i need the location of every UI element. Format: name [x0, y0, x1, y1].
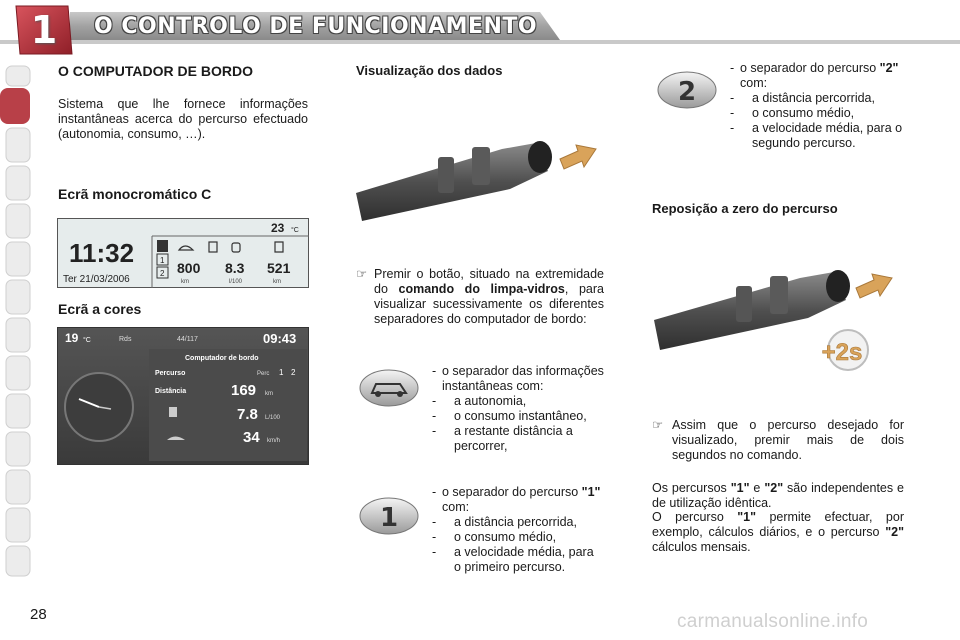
- mono-display: [57, 218, 309, 288]
- svg-text:1: 1: [160, 256, 165, 265]
- view-instruction: ☞ Premir o botão, situado na extremidade do comando do limpa-vidros, para visualizar sucessivamente os diferentes separadores do computador de bordo:: [356, 267, 604, 326]
- svg-text:km: km: [265, 391, 273, 397]
- svg-text:Perc: Perc: [257, 371, 270, 377]
- color-value1: 169: [231, 382, 257, 399]
- trip2-block-list: - o separador do percurso "2" com: - a distância percorrida, - o consumo médio, - a velocidade média, para o segundo percurso.: [730, 61, 903, 150]
- svg-text:km/h: km/h: [267, 438, 281, 444]
- mono-temp: 23: [271, 221, 285, 235]
- color-display-title: Ecrã a cores: [58, 301, 142, 317]
- svg-text:Rds: Rds: [119, 336, 132, 343]
- svg-text:km: km: [181, 279, 189, 285]
- svg-text:°C: °C: [83, 337, 91, 344]
- wiper-stalk-reset-image: [650, 266, 902, 376]
- mono-date: Ter 21/03/2006: [63, 274, 130, 285]
- fuel-icon: [169, 407, 177, 417]
- trip1-block-list: - o separador do percurso "1" com: - a distância percorrida, - o consumo médio, - a velocidade média, para o primeiro percurso.: [432, 485, 601, 574]
- wiper-stalk-image: [352, 135, 604, 225]
- chapter-side-tabs: [0, 64, 36, 584]
- svg-text:19: 19: [65, 331, 79, 345]
- paragraph-trips-usage: O percurso "1" permite efectuar, por exemplo, cálculos diários, e o percurso "2" cálculos mensais.: [652, 510, 904, 554]
- chapter-number: 1: [30, 8, 58, 52]
- section-title-reposicao: Reposição a zero do percurso: [652, 201, 838, 216]
- car-block-list: - o separador das informações instantâneas com: - a autonomia, - o consumo instantâneo, - a restante distância a percorrer,: [432, 364, 604, 453]
- svg-text:Percurso: Percurso: [155, 370, 186, 377]
- intro-text: Sistema que lhe fornece informações instantâneas acerca do percurso efectuado (autonomia, consumo, …).: [58, 97, 308, 141]
- mono-value3: 521: [267, 260, 291, 276]
- color-clock: 09:43: [263, 331, 297, 346]
- car-tab-icon: [358, 368, 420, 408]
- svg-text:1: 1: [379, 503, 399, 533]
- page-number: 28: [30, 606, 47, 623]
- svg-text:km: km: [273, 279, 281, 285]
- mono-temp-unit: °C: [291, 227, 299, 234]
- trip2-tab-icon: [656, 70, 718, 110]
- paragraph-trips-independent: Os percursos "1" e "2" são independentes e de utilização idêntica.: [652, 481, 905, 510]
- svg-text:L/100: L/100: [265, 415, 281, 421]
- car-tab-icon: [157, 240, 168, 252]
- color-value3: 34: [243, 429, 260, 446]
- svg-text:l/100: l/100: [229, 279, 243, 285]
- color-value2: 7.8: [237, 406, 258, 423]
- svg-text:Distância: Distância: [155, 388, 187, 395]
- side-tab-active: [0, 88, 30, 124]
- section-title-computador: O COMPUTADOR DE BORDO: [58, 63, 253, 79]
- svg-text:2: 2: [160, 269, 165, 278]
- mono-value1: 800: [177, 260, 201, 276]
- color-display: [57, 327, 309, 465]
- press-arrow-icon: [560, 145, 596, 169]
- press-arrow-icon: [856, 274, 892, 298]
- svg-text:44/117: 44/117: [177, 336, 198, 343]
- trip1-tab-icon: [358, 496, 420, 536]
- mono-time: 11:32: [69, 238, 135, 268]
- reset-instruction: ☞ Assim que o percurso desejado for visualizado, premir mais de dois segundos no comando.: [652, 418, 904, 462]
- page-title: O CONTROLO DE FUNCIONAMENTO: [94, 14, 538, 39]
- reset-badge-text: +2s: [821, 339, 863, 366]
- svg-text:2: 2: [291, 368, 296, 377]
- mono-value2: 8.3: [225, 260, 245, 276]
- svg-text:2: 2: [677, 77, 697, 107]
- section-title-visualizacao: Visualização dos dados: [356, 63, 503, 78]
- mono-display-title: Ecrã monocromático C: [58, 186, 212, 202]
- svg-text:1: 1: [279, 368, 284, 377]
- color-panel-header: Computador de bordo: [185, 355, 259, 362]
- watermark: carmanualsonline.info: [677, 611, 869, 632]
